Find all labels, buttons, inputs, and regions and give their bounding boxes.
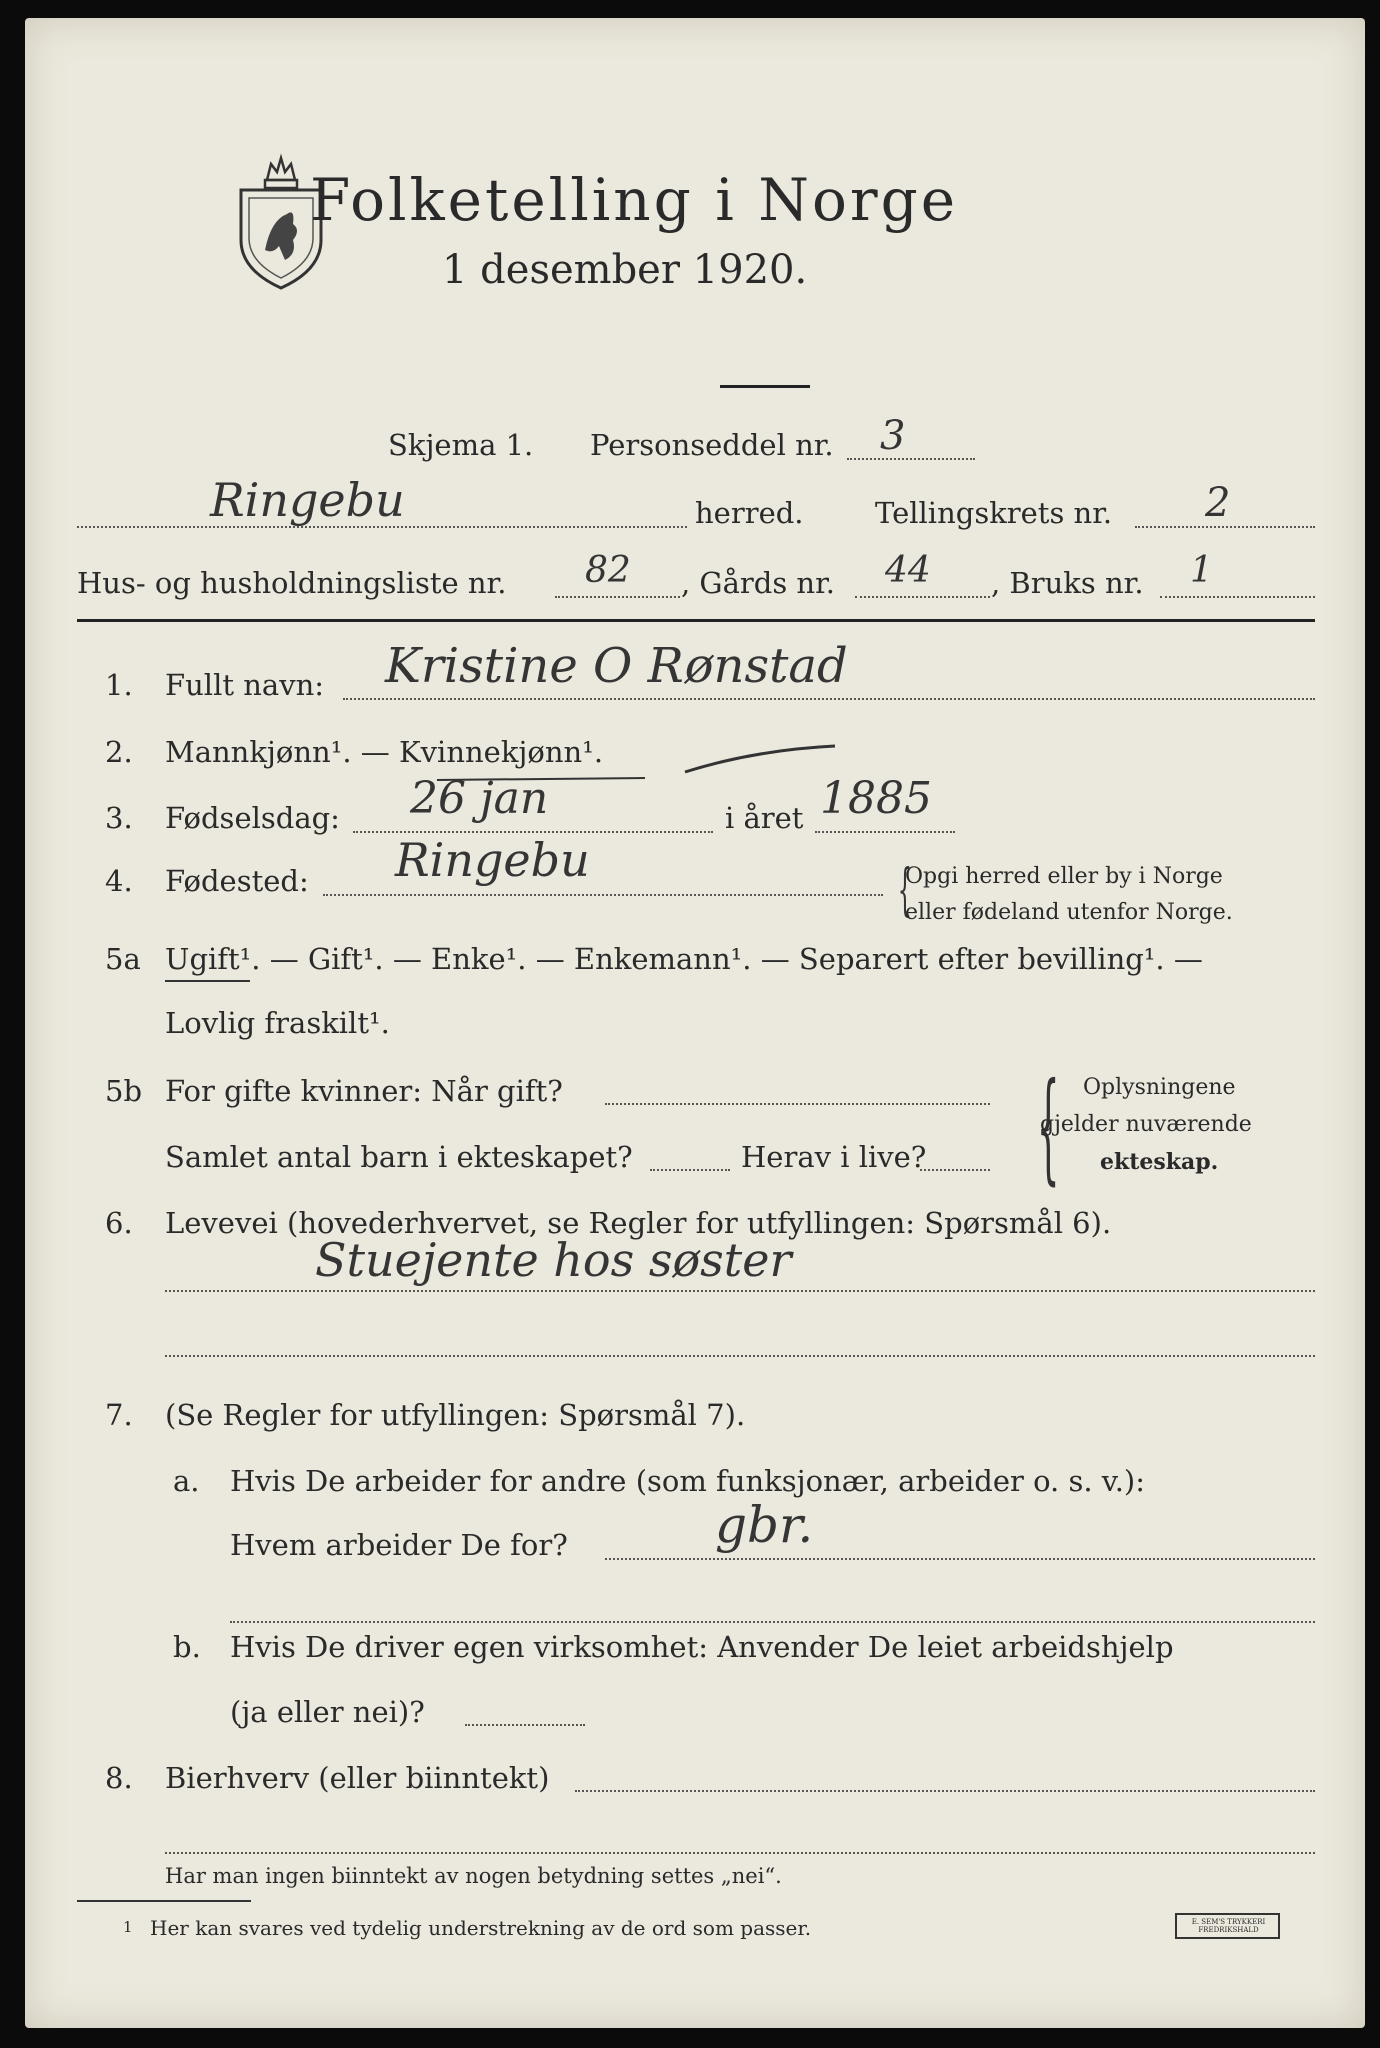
gards-field[interactable] (855, 596, 990, 598)
employer-field-2[interactable] (230, 1621, 1315, 1623)
q5b-living-label: Herav i live? (741, 1140, 927, 1174)
q6-label: Levevei (hovederhvervet, se Regler for utfyllingen: Spørsmål 6). (165, 1206, 1112, 1240)
q5b-note-3: ekteskap. (1100, 1149, 1219, 1175)
footnote-text: Her kan svares ved tydelig understrekning av de ord som passer. (150, 1916, 812, 1940)
tellingskrets-field[interactable] (1135, 526, 1315, 528)
side-income-note: Har man ingen biinntekt av nogen betydning settes „nei“. (165, 1864, 782, 1888)
q2-number: 2. (105, 735, 133, 769)
married-date-field[interactable] (605, 1103, 990, 1105)
herred-value: Ringebu (210, 473, 405, 527)
q1-label: Fullt navn: (165, 668, 325, 702)
employer-value: gbr. (715, 1496, 814, 1554)
gards-label: , Gårds nr. (681, 566, 835, 600)
q5a-number: 5a (105, 942, 141, 976)
q8-number: 8. (105, 1761, 133, 1795)
birth-year-value: 1885 (820, 773, 932, 824)
q5b-children-label: Samlet antal barn i ekteskapet? (165, 1140, 633, 1174)
form-date: 1 desember 1920. (442, 247, 808, 293)
children-living-field[interactable] (920, 1169, 990, 1171)
q5b-brace: { (1036, 1058, 1060, 1197)
footnote-divider (77, 1900, 251, 1902)
q6-number: 6. (105, 1206, 133, 1240)
occupation-field-1[interactable] (165, 1290, 1315, 1292)
personseddel-field[interactable] (847, 458, 975, 460)
birth-year-field[interactable] (815, 831, 955, 833)
occupation-value: Stuejente hos søster (315, 1233, 792, 1287)
birthplace-note-1: Opgi herred eller by i Norge (905, 864, 1223, 889)
bruks-label: , Bruks nr. (991, 566, 1144, 600)
q5b-note-2: gjelder nuværende (1040, 1112, 1252, 1137)
q8-label: Bierhverv (eller biinntekt) (165, 1761, 550, 1795)
personseddel-label: Personseddel nr. (590, 428, 834, 462)
q7-number: 7. (105, 1398, 133, 1432)
hus-value: 82 (585, 550, 631, 591)
q4-label: Fødested: (165, 864, 309, 898)
q4-number: 4. (105, 864, 133, 898)
full-name-value: Kristine O Rønstad (385, 638, 848, 694)
q3-label: Fødselsdag: (165, 801, 340, 835)
printer-stamp-text: E. SEM'S TRYKKERI FREDRIKSHALD (1191, 1918, 1266, 1934)
header-divider (77, 619, 1315, 622)
schema-label: Skjema 1. (388, 428, 534, 462)
q7a-line1: Hvis De arbeider for andre (som funksjonær, arbeider o. s. v.): (230, 1464, 1146, 1498)
q5b-number: 5b (105, 1074, 143, 1108)
gards-value: 44 (885, 550, 931, 591)
q7b-line2: (ja eller nei)? (230, 1695, 425, 1729)
employer-field-1[interactable] (605, 1558, 1315, 1560)
hus-field[interactable] (555, 596, 680, 598)
hus-label: Hus- og husholdningsliste nr. (77, 566, 507, 600)
title-divider (720, 385, 810, 388)
full-name-field[interactable] (343, 698, 1315, 700)
q5b-note-1: Oplysningene (1083, 1075, 1236, 1100)
printer-stamp (1175, 1913, 1280, 1939)
tellingskrets-label: Tellingskrets nr. (875, 496, 1113, 530)
side-income-field-1[interactable] (575, 1790, 1315, 1792)
q2-label: Mannkjønn¹. — Kvinnekjønn¹. (165, 735, 604, 769)
birthplace-note-2: eller fødeland utenfor Norge. (905, 900, 1233, 925)
occupation-field-2[interactable] (165, 1355, 1315, 1357)
birthplace-brace: { (897, 858, 912, 923)
q3-number: 3. (105, 801, 133, 835)
children-count-field[interactable] (650, 1169, 730, 1171)
personseddel-value: 3 (880, 413, 906, 459)
q7b-line1: Hvis De driver egen virksomhet: Anvender De leiet arbeidshjelp (230, 1630, 1174, 1664)
birthplace-value: Ringebu (395, 833, 590, 887)
q7a-letter: a. (173, 1464, 200, 1498)
q7b-letter: b. (173, 1630, 201, 1664)
q5a-line2: Lovlig fraskilt¹. (165, 1006, 390, 1040)
year-label: i året (725, 801, 804, 835)
q5a-line1: Ugift¹. — Gift¹. — Enke¹. — Enkemann¹. — Separert efter bevilling¹. — (165, 942, 1203, 976)
birthplace-field[interactable] (323, 894, 883, 896)
footnote-number: 1 (123, 1918, 133, 1936)
q1-number: 1. (105, 668, 133, 702)
bruks-field[interactable] (1160, 596, 1315, 598)
q7a-line2: Hvem arbeider De for? (230, 1528, 568, 1562)
bruks-value: 1 (1190, 550, 1213, 591)
form-title: Folketelling i Norge (310, 166, 959, 234)
census-form-page (25, 18, 1365, 2028)
tellingskrets-value: 2 (1205, 480, 1231, 526)
hired-help-field[interactable] (465, 1724, 585, 1726)
ugift-underline-mark (165, 980, 250, 982)
herred-label: herred. (695, 496, 804, 530)
side-income-field-2[interactable] (165, 1852, 1315, 1854)
q5b-line1: For gifte kvinner: Når gift? (165, 1074, 563, 1108)
q7-label: (Se Regler for utfyllingen: Spørsmål 7). (165, 1398, 746, 1432)
birthday-value: 26 jan (410, 773, 549, 824)
